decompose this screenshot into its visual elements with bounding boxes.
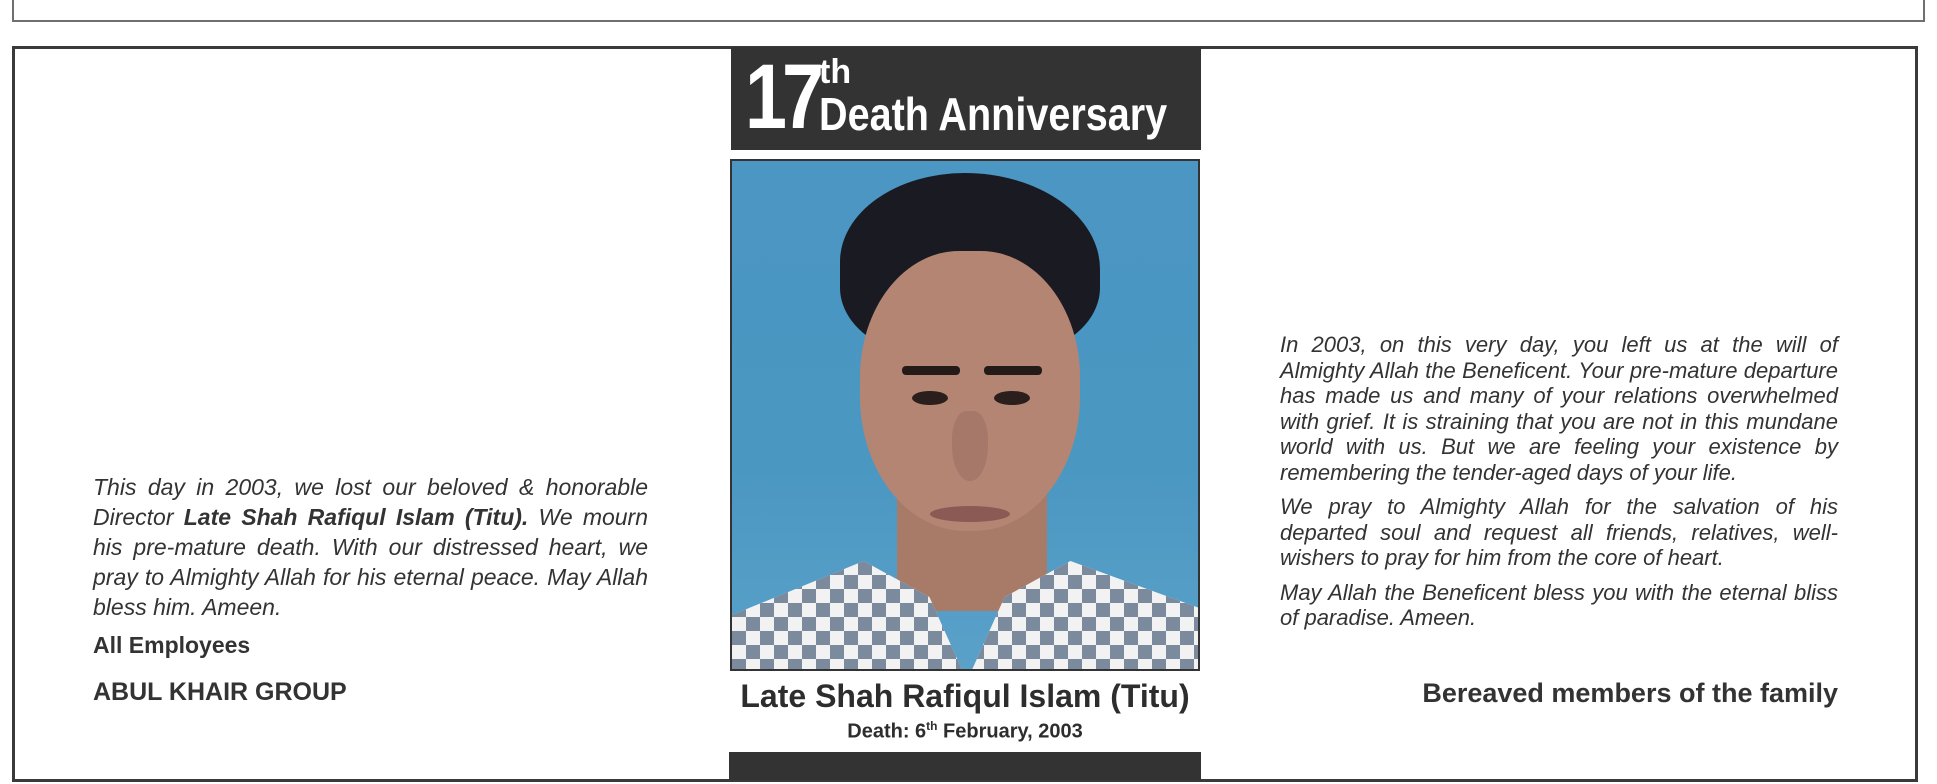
signature-family: Bereaved members of the family bbox=[1422, 678, 1838, 708]
bottom-dark-bar bbox=[729, 752, 1201, 780]
family-paragraph-3: May Allah the Beneficent bless you with the eternal bliss of paradise. Ameen. bbox=[1280, 579, 1838, 630]
portrait-photo bbox=[730, 159, 1200, 671]
signature-company: ABUL KHAIR GROUP bbox=[93, 678, 347, 706]
deceased-name: Late Shah Rafiqul Islam (Titu) bbox=[740, 678, 1190, 714]
anniversary-title: Death Anniversary bbox=[819, 88, 1168, 140]
family-message bbox=[1280, 332, 1838, 640]
anniversary-banner bbox=[731, 47, 1201, 150]
family-paragraph-1: In 2003, on this very day, you left us at the will of Almighty Allah the Beneficent. Your pre-mature departure has made us and many of your relations overwhelmed with grief. It is straining that you are not in this mundane world with us. But we are feeling your existence by remembering the tender-aged days of your life. bbox=[1280, 332, 1838, 485]
signature-employees: All Employees bbox=[93, 632, 251, 658]
anniversary-ordinal: th bbox=[819, 53, 852, 91]
top-page-rule bbox=[12, 0, 1925, 22]
employees-message: This day in 2003, we lost our beloved & honorable Director Late Shah Rafiqul Islam (Titu). We mourn his pre-mature death. With our distressed heart, we pray to Almighty Allah for his eternal peace. May Allah bless him. Ameen. bbox=[93, 474, 649, 620]
death-date: Death: 6th February, 2003 bbox=[847, 719, 1083, 743]
family-paragraph-2: We pray to Almighty Allah for the salvation of his departed soul and request all friends, relatives, well-wishers to pray for him from the core of heart. bbox=[1280, 494, 1838, 570]
anniversary-number: 17 bbox=[745, 46, 820, 148]
